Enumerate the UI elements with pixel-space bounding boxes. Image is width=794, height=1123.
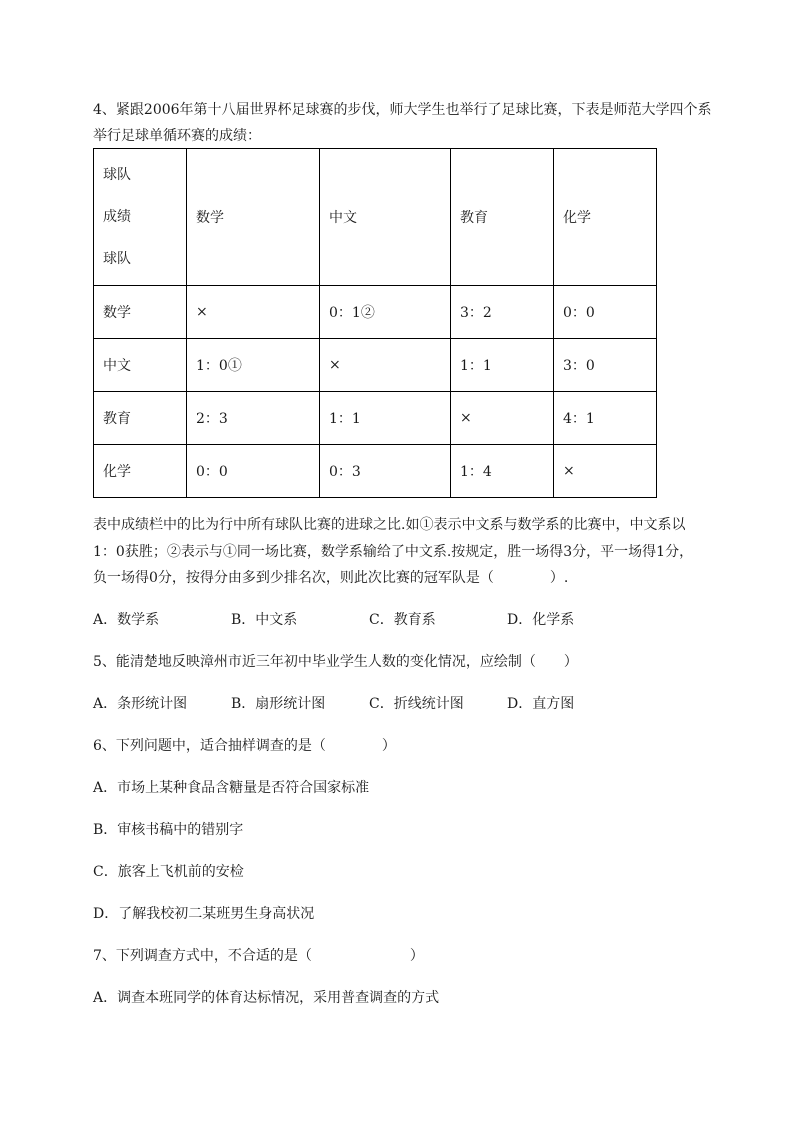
row-header-education: 教育 <box>94 392 187 445</box>
table-cell: 0：0 <box>554 286 657 339</box>
row-header-math: 数学 <box>94 286 187 339</box>
q6-option-c[interactable]: C．旅客上飞机前的安检 <box>93 864 244 880</box>
table-cell: × <box>320 339 451 392</box>
q6-stem: 6、下列问题中，适合抽样调查的是（ ） <box>93 738 396 754</box>
q6-option-b[interactable]: B．审核书稿中的错别字 <box>93 822 244 838</box>
table-cell: × <box>554 445 657 498</box>
table-cell: 1：4 <box>451 445 554 498</box>
table-cell: × <box>451 392 554 445</box>
table-row <box>94 286 657 339</box>
row-header-chinese: 中文 <box>94 339 187 392</box>
q5-stem: 5、能清楚地反映漳州市近三年初中毕业学生人数的变化情况，应绘制（ ） <box>93 654 578 670</box>
corner-label-team-left: 球队 <box>103 251 131 267</box>
table-cell: 0：0 <box>187 445 320 498</box>
column-header-chemistry: 化学 <box>554 149 657 286</box>
corner-label-team-top: 球队 <box>103 167 131 183</box>
q4-note-line1: 表中成绩栏中的比为行中所有球队比赛的进球之比.如①表示中文系与数学系的比赛中，中文系以 <box>93 517 686 533</box>
table-cell: 3：2 <box>451 286 554 339</box>
q5-option-a[interactable]: A．条形统计图 <box>93 696 188 712</box>
q5-option-b[interactable]: B．扇形统计图 <box>231 696 326 712</box>
q4-stem-line1: 4、紧跟2006年第十八届世界杯足球赛的步伐，师大学生也举行了足球比赛，下表是师范大学四个系 <box>93 102 712 118</box>
table-row <box>94 392 657 445</box>
table-cell: 1：1 <box>451 339 554 392</box>
table-cell: 0：1② <box>320 286 451 339</box>
q7-stem: 7、下列调查方式中，不合适的是（ ） <box>93 948 424 964</box>
q6-option-d[interactable]: D．了解我校初二某班男生身高状况 <box>93 906 315 922</box>
table-corner-cell <box>94 149 187 286</box>
q4-note-line3: 负一场得0分，按得分由多到少排名次，则此次比赛的冠军队是（ ）. <box>93 570 569 586</box>
q6-option-a[interactable]: A．市场上某种食品含糖量是否符合国家标准 <box>93 780 370 796</box>
table-cell: 4：1 <box>554 392 657 445</box>
table-cell: 3：0 <box>554 339 657 392</box>
table-cell: 1：1 <box>320 392 451 445</box>
table-row <box>94 339 657 392</box>
q7-option-a[interactable]: A．调查本班同学的体育达标情况，采用普查调查的方式 <box>93 990 440 1006</box>
corner-label-score: 成绩 <box>103 209 131 225</box>
q4-stem-line2: 举行足球单循环赛的成绩： <box>93 128 261 144</box>
table-header-row <box>94 149 657 286</box>
row-header-chemistry: 化学 <box>94 445 187 498</box>
q5-option-d[interactable]: D．直方图 <box>507 696 575 712</box>
column-header-chinese: 中文 <box>320 149 451 286</box>
q4-option-b[interactable]: B．中文系 <box>231 612 298 628</box>
column-header-education: 教育 <box>451 149 554 286</box>
q4-option-d[interactable]: D．化学系 <box>507 612 575 628</box>
table-cell: 0：3 <box>320 445 451 498</box>
q4-option-c[interactable]: C．教育系 <box>369 612 436 628</box>
q4-option-a[interactable]: A．数学系 <box>93 612 160 628</box>
q5-option-c[interactable]: C．折线统计图 <box>369 696 464 712</box>
score-table <box>93 148 657 498</box>
table-cell: × <box>187 286 320 339</box>
table-cell: 2：3 <box>187 392 320 445</box>
table-cell: 1：0① <box>187 339 320 392</box>
q4-note-line2: 1：0获胜；②表示与①同一场比赛，数学系输给了中文系.按规定，胜一场得3分，平一场得1分， <box>93 544 694 560</box>
table-row <box>94 445 657 498</box>
column-header-math: 数学 <box>187 149 320 286</box>
